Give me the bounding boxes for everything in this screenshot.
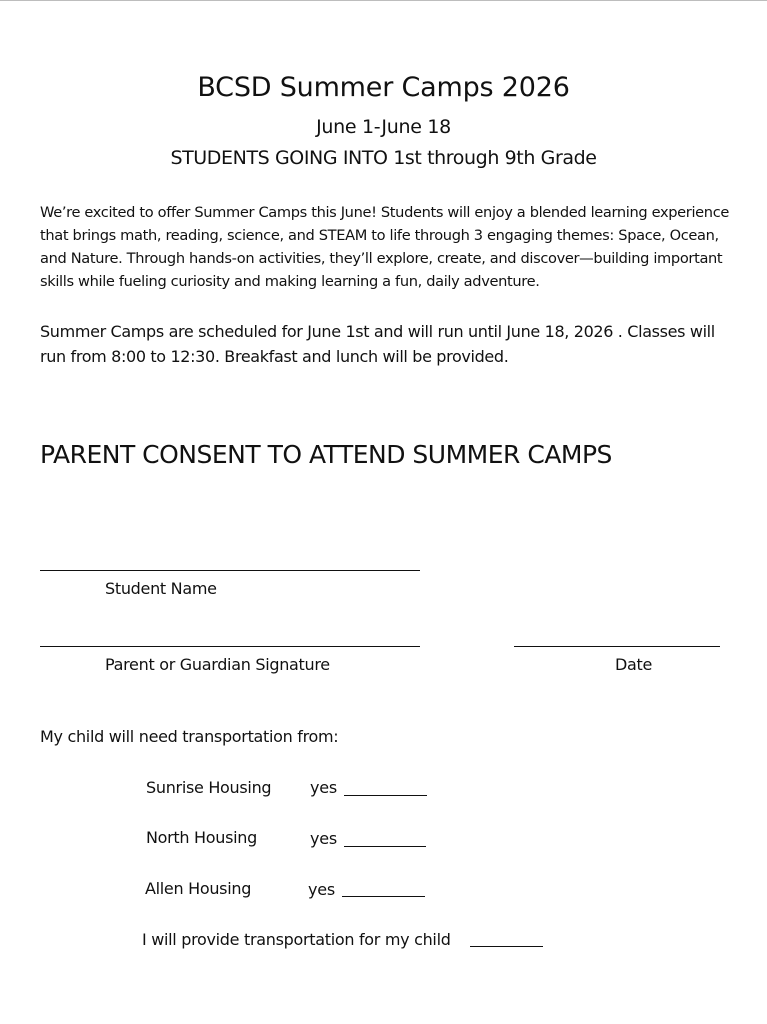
option-allen-yes-field[interactable] [342,896,425,897]
date-label: Date [615,655,653,674]
signature-field[interactable] [40,646,420,647]
option-sunrise-yes-label: yes [310,778,338,797]
option-sunrise-housing-label: Sunrise Housing [146,778,272,797]
option-north-yes-field[interactable] [344,846,426,847]
schedule-paragraph: Summer Camps are scheduled for June 1st and will run until June 18, 2026 . Classes will run from 8:00 to 12:30. Breakfast and lunch will be provided. [40,322,715,366]
page-title: BCSD Summer Camps 2026 [197,72,570,103]
grade-range: STUDENTS GOING INTO 1st through 9th Grade [170,147,597,169]
option-north-yes-label: yes [310,829,338,848]
intro-paragraph: We’re excited to offer Summer Camps this June! Students will enjoy a blended learning experience that brings math, reading, science, and STEAM to life through 3 engaging themes: Space, Ocean, and Nature. Through hands-on activities, they’ll explore, create, and discover—building important skills while fueling curiosity and making learning a fun, daily adventure. [40,204,729,290]
option-north-housing-label: North Housing [146,828,257,847]
signature-label: Parent or Guardian Signature [105,655,330,674]
student-name-label: Student Name [105,579,217,598]
option-sunrise-yes-field[interactable] [344,795,427,796]
page-top-border [0,0,767,1]
student-name-field[interactable] [40,570,420,571]
transportation-prompt: My child will need transportation from: [40,727,339,746]
consent-heading: PARENT CONSENT TO ATTEND SUMMER CAMPS [40,440,612,469]
option-allen-yes-label: yes [308,880,336,899]
self-transport-label: I will provide transportation for my child [142,930,451,949]
self-transport-field[interactable] [470,946,543,947]
camp-dates: June 1-June 18 [316,116,451,138]
date-field[interactable] [514,646,720,647]
option-allen-housing-label: Allen Housing [145,879,252,898]
